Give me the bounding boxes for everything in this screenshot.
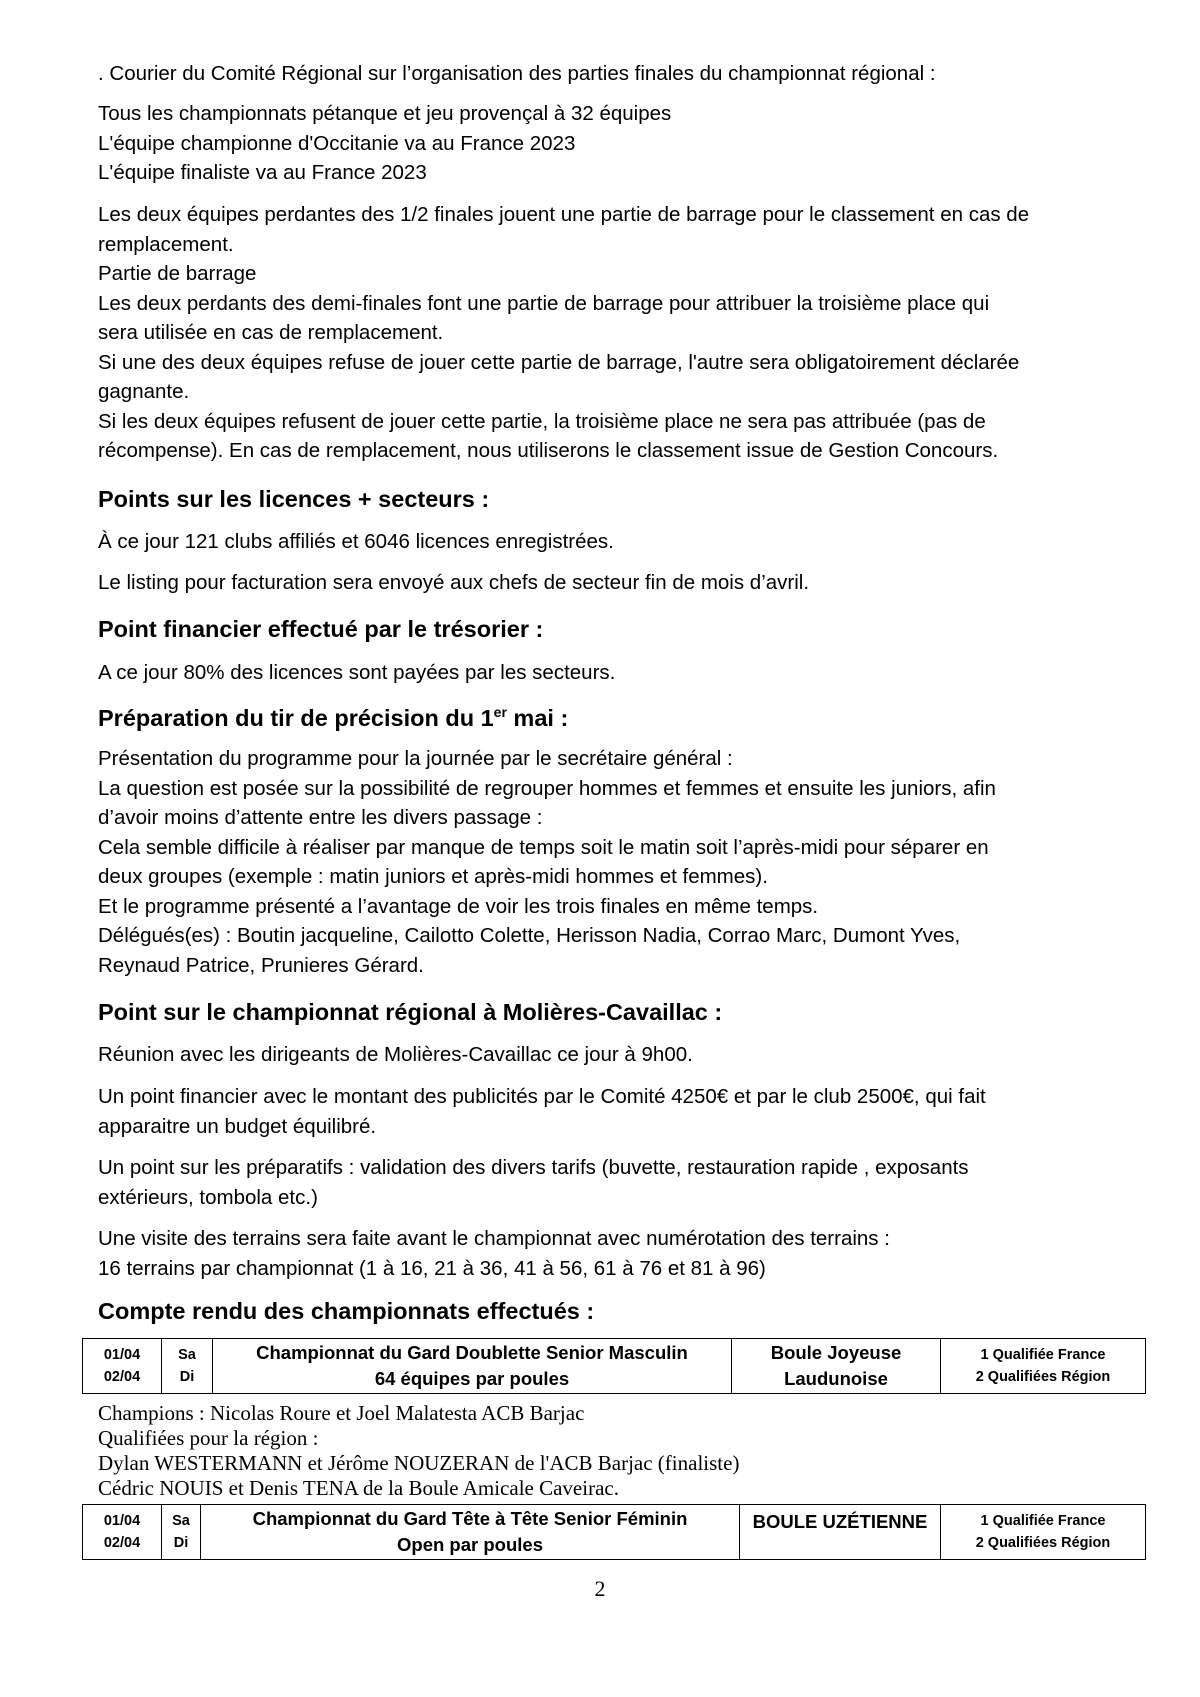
qual-line: 1 Qualifiée France (980, 1513, 1106, 1529)
result-line: Dylan WESTERMANN et Jérôme NOUZERAN de l'ACB Barjac (finaliste) (98, 1451, 740, 1475)
barrage-paragraph (98, 200, 1108, 466)
table-row (83, 1339, 1146, 1394)
result-line: Cédric NOUIS et Denis TENA de la Boule Amicale Caveirac. (98, 1476, 619, 1500)
budget-line: Un point financier avec le montant des publicités par le Comité 4250€ et par le club 2500€, qui fait (98, 1085, 986, 1108)
date-line: 02/04 (103, 1535, 141, 1551)
barrage-line: Les deux équipes perdantes des 1/2 finales jouent une partie de barrage pour le classement en cas de (98, 203, 1030, 226)
club-line: BOULE UZÉTIENNE (752, 1511, 928, 1532)
club-line: Laudunoise (784, 1368, 888, 1389)
rule-line: L'équipe championne d'Occitanie va au France 2023 (98, 131, 576, 155)
page-number: 2 (594, 1576, 606, 1601)
barrage-line: Si une des deux équipes refuse de jouer cette partie de barrage, l'autre sera obligatoirement déclarée (98, 350, 1020, 374)
date-line: 01/04 (103, 1513, 141, 1529)
championship-table-2 (82, 1504, 1146, 1560)
event-dates (83, 1505, 162, 1560)
date-line: 02/04 (103, 1369, 141, 1385)
event-results (98, 1401, 1108, 1501)
tir-heading (98, 703, 568, 733)
courier-line: . Courier du Comité Régional sur l’organisation des parties finales du championnat régional : (98, 62, 936, 85)
barrage-line: Les deux perdants des demi-finales font une partie de barrage pour attribuer la troisième place qui (98, 291, 990, 315)
regional-heading: Point sur le championnat régional à Molières-Cavaillac : (98, 999, 723, 1025)
regional-meeting: Réunion avec les dirigeants de Molières-Cavaillac ce jour à 9h00. (98, 1043, 693, 1066)
day-line: Sa (178, 1347, 196, 1363)
event-club (732, 1339, 941, 1394)
tir-line: Et le programme présenté a l’avantage de voir les trois finales en même temps. (98, 894, 819, 918)
event-title (201, 1505, 740, 1560)
event-title (213, 1339, 732, 1394)
date-line: 01/04 (103, 1347, 141, 1363)
terrains-line: Une visite des terrains sera faite avant le championnat avec numérotation des terrains : (98, 1227, 890, 1250)
tir-line: Cela semble difficile à réaliser par manque de temps soit le matin soit l’après-midi pour séparer en (98, 835, 989, 859)
barrage-line: gagnante. (98, 380, 190, 403)
championship-rules (98, 99, 1108, 188)
budget-line: apparaitre un budget équilibré. (98, 1114, 377, 1138)
finance-heading: Point financier effectué par le trésorier : (98, 616, 544, 642)
preparatifs-line: extérieurs, tombola etc.) (98, 1185, 318, 1209)
tir-line: Reynaud Patrice, Prunieres Gérard. (98, 953, 424, 977)
finance-status: A ce jour 80% des licences sont payées par les secteurs. (98, 661, 616, 684)
regional-preparatifs (98, 1153, 1108, 1212)
tir-line: Délégués(es) : Boutin jacqueline, Cailotto Colette, Herisson Nadia, Corrao Marc, Dumont Yves, (98, 924, 961, 947)
qual-line: 2 Qualifiées Région (975, 1535, 1111, 1551)
event-club (740, 1505, 941, 1560)
barrage-line: récompense). En cas de remplacement, nous utiliserons le classement issue de Gestion Concours. (98, 439, 999, 462)
event-days (162, 1505, 201, 1560)
event-dates (83, 1339, 162, 1394)
licences-listing: Le listing pour facturation sera envoyé aux chefs de secteur fin de mois d’avril. (98, 571, 810, 594)
barrage-line: remplacement. (98, 232, 234, 256)
title-line: Championnat du Gard Doublette Senior Masculin (256, 1342, 688, 1363)
title-line: 64 équipes par poules (374, 1368, 570, 1389)
rule-line: Tous les championnats pétanque et jeu provençal à 32 équipes (98, 102, 672, 125)
barrage-line: Partie de barrage (98, 262, 257, 285)
preparatifs-line: Un point sur les préparatifs : validation des divers tarifs (buvette, restauration rapide , exposants (98, 1156, 969, 1179)
tir-paragraph (98, 744, 1108, 980)
tir-line: La question est posée sur la possibilité de regrouper hommes et femmes et ensuite les juniors, afin (98, 776, 996, 800)
tir-heading-text: Préparation du tir de précision du 1 (98, 705, 494, 731)
championship-table (82, 1338, 1146, 1394)
event-days (162, 1339, 213, 1394)
event-qualifications (941, 1505, 1146, 1560)
day-line: Di (179, 1369, 195, 1385)
tir-line: deux groupes (exemple : matin juniors et après-midi hommes et femmes). (98, 865, 768, 888)
event-qualifications (941, 1339, 1146, 1394)
title-line: Championnat du Gard Tête à Tête Senior Féminin (252, 1508, 688, 1529)
qual-line: 2 Qualifiées Région (975, 1369, 1111, 1385)
rule-line: L'équipe finaliste va au France 2023 (98, 161, 427, 184)
licences-heading: Points sur les licences + secteurs : (98, 486, 490, 512)
regional-budget (98, 1082, 1108, 1141)
tir-heading-sup: er (493, 704, 507, 721)
result-line: Qualifiées pour la région : (98, 1426, 319, 1450)
barrage-line: Si les deux équipes refusent de jouer cette partie, la troisième place ne sera pas attribuée (pas de (98, 409, 986, 433)
title-line: Open par poules (397, 1534, 543, 1555)
tir-heading-end: mai : (506, 705, 569, 731)
compte-rendu-heading: Compte rendu des championnats effectués : (98, 1298, 595, 1324)
licences-count: À ce jour 121 clubs affiliés et 6046 licences enregistrées. (98, 530, 614, 553)
barrage-line: sera utilisée en cas de remplacement. (98, 321, 444, 344)
day-line: Di (173, 1535, 189, 1551)
tir-line: Présentation du programme pour la journée par le secrétaire général : (98, 747, 733, 770)
day-line: Sa (172, 1513, 190, 1529)
table-row (83, 1505, 1146, 1560)
tir-line: d’avoir moins d’attente entre les divers passage : (98, 806, 543, 829)
result-line: Champions : Nicolas Roure et Joel Malatesta ACB Barjac (98, 1401, 585, 1425)
club-line: Boule Joyeuse (770, 1342, 902, 1363)
qual-line: 1 Qualifiée France (980, 1347, 1106, 1363)
regional-terrains (98, 1224, 1108, 1283)
terrains-line: 16 terrains par championnat (1 à 16, 21 à 36, 41 à 56, 61 à 76 et 81 à 96) (98, 1256, 766, 1280)
